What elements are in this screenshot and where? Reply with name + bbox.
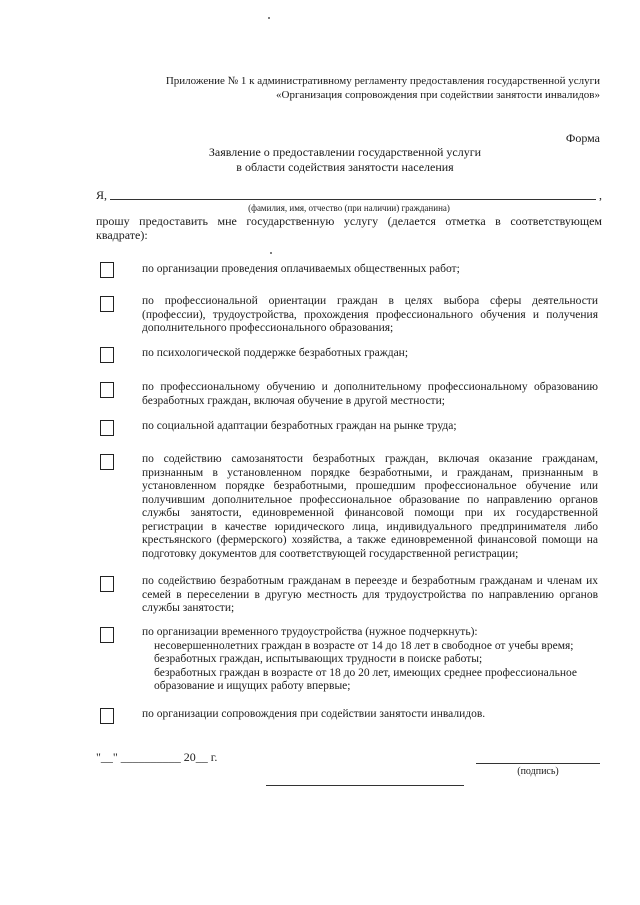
service-item-6: по содействию самозанятости безработных граждан, включая оказание гражданам, признанным в установленном порядке безработными, и гражданам, признанным в установленном порядке безработными, прошедшим профессиональное обучение или получившим дополнительное профессиональное образование по направлению органов службы занятости, единовременной финансовой помощи при их государственной регистрации в качестве юридического лица, индивидуального предпринимателя либо крестьянского (фермерского) хозяйства, а также единовременной финансовой помощи на подготовку документов для соответствующей государственной регистрации;: [142, 453, 598, 560]
applicant-prefix: Я,: [96, 188, 108, 202]
service-item-9: по организации сопровождения при содействии занятости инвалидов.: [142, 708, 486, 720]
service-item-4: по профессиональному обучению и дополнительному профессиональному образованию безработных граждан, включая обучение в другой местности;: [142, 381, 598, 407]
service-checkbox-7[interactable]: [100, 576, 114, 592]
service-item-7: по содействию безработным гражданам в переезде и безработным гражданам и членам их семей в переселении в другую местность для трудоустройства по направлению органов службы занятости;: [142, 575, 598, 614]
signature-line[interactable]: [476, 763, 600, 764]
service-item-1: по организации проведения оплачиваемых общественных работ;: [142, 263, 460, 275]
service-item-2: по профессиональной ориентации граждан в целях выбора сферы деятельности (профессии), трудоустройства, прохождения профессионального обучения и получения дополнительного профессионального образования;: [142, 295, 598, 334]
service-item-8: [142, 626, 598, 694]
temp-employment-option-minors[interactable]: несовершеннолетних граждан в возрасте от 14 до 18 лет в свободное от учебы время;: [154, 639, 574, 652]
applicant-name-hint: (фамилия, имя, отчество (при наличии) гражданина): [248, 203, 450, 213]
service-checkbox-4[interactable]: [100, 382, 114, 398]
service-checkbox-1[interactable]: [100, 262, 114, 278]
service-checkbox-2[interactable]: [100, 296, 114, 312]
appendix-note: [130, 74, 600, 102]
service-item-8-text: по организации временного трудоустройства (нужное подчеркнуть):: [142, 626, 478, 638]
service-checkbox-8[interactable]: [100, 627, 114, 643]
form-label: Форма: [565, 131, 600, 145]
request-text: прошу предоставить мне государственную услугу (делается отметка в соответствующем квадрате):: [96, 214, 602, 242]
service-checkbox-9[interactable]: [100, 708, 114, 724]
applicant-name-field[interactable]: [110, 199, 596, 200]
temp-employment-option-graduates[interactable]: безработных граждан в возрасте от 18 до 20 лет, имеющих среднее профессиональное образование и ищущих работу впервые;: [154, 666, 577, 692]
appendix-line-1: Приложение № 1 к административному регламенту предоставления государственной услуги: [165, 75, 600, 87]
service-item-5: по социальной адаптации безработных граждан на рынке труда;: [142, 420, 457, 432]
service-checkbox-5[interactable]: [100, 420, 114, 436]
signature-label: (подпись): [517, 766, 559, 777]
applicant-name-row: [96, 188, 602, 204]
service-checkbox-3[interactable]: [100, 347, 114, 363]
date-field[interactable]: "__" __________ 20__ г.: [96, 750, 218, 764]
appendix-line-2: «Организация сопровождения при содействии занятости инвалидов»: [276, 89, 600, 101]
service-checkbox-6[interactable]: [100, 454, 114, 470]
service-item-3: по психологической поддержке безработных граждан;: [142, 347, 409, 359]
bottom-line: [266, 785, 464, 786]
title-line-2: в области содействия занятости населения: [236, 160, 454, 174]
scan-speck: [270, 252, 272, 254]
document-title: [140, 145, 550, 175]
scan-speck: [268, 17, 270, 19]
applicant-comma: ,: [599, 188, 602, 202]
temp-employment-option-difficulties[interactable]: безработных граждан, испытывающих трудности в поиске работы;: [154, 653, 483, 665]
title-line-1: Заявление о предоставлении государственной услуги: [208, 145, 482, 159]
